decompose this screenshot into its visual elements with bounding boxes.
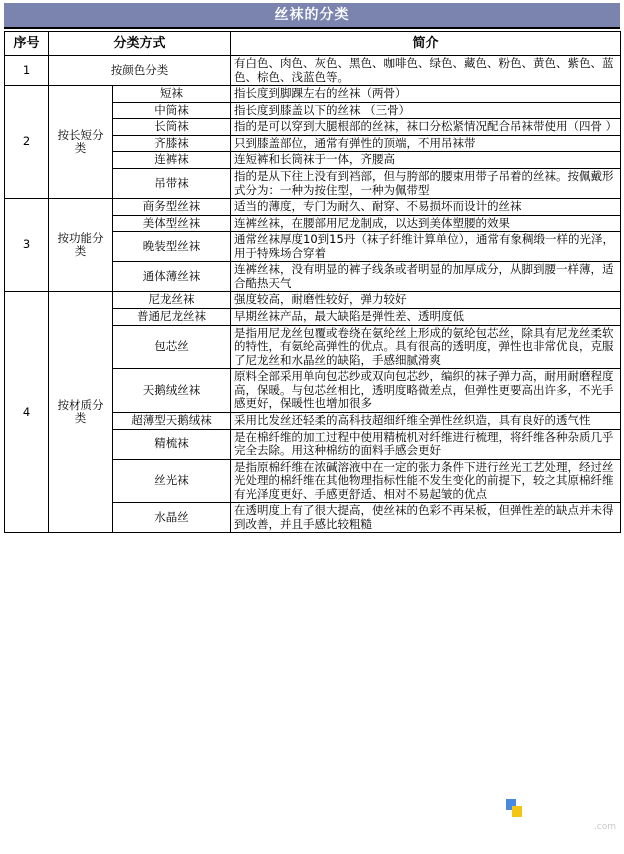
row-subcategory: 中筒袜 [113,102,231,119]
watermark-domain-suffix: .com [593,822,616,832]
row-subcategory: 包芯丝 [113,325,231,369]
table-row [5,199,621,216]
row-description: 指的是可以穿到大腿根部的丝袜，袜口分松紧情况配合吊袜带使用（四骨 ） [231,119,621,136]
classification-table [4,31,621,533]
row-subcategory: 水晶丝 [113,503,231,533]
column-header-desc: 简介 [231,32,621,56]
row-description: 在透明度上有了很大提高，使丝袜的色彩不再呆板，但弹性差的缺点并未得到改善，并且手感比较粗糙 [231,503,621,533]
row-number: 3 [5,199,49,292]
row-subcategory: 晚装型丝袜 [113,232,231,262]
row-subcategory: 通体薄丝袜 [113,262,231,292]
row-description: 强度较高，耐磨性较好，弹力较好 [231,292,621,309]
table-row [5,292,621,309]
table-title-banner [4,3,620,29]
row-number: 1 [5,56,49,86]
row-description: 有白色、肉色、灰色、黑色、咖啡色、绿色、藏色、粉色、黄色、紫色、蓝色、棕色、浅蓝色等。 [231,56,621,86]
row-subcategory: 短袜 [113,86,231,103]
row-subcategory: 丝光袜 [113,459,231,503]
column-header-no: 序号 [5,32,49,56]
row-description: 只到膝盖部位，通常有弹性的顶端，不用吊袜带 [231,135,621,152]
row-number: 4 [5,292,49,533]
row-description: 是在棉纤维的加工过程中使用精梳机对纤维进行梳理，将纤维各种杂质几乎完全去除。用这种棉纺的面料手感会更好 [231,429,621,459]
table-row [5,86,621,103]
row-description: 指长度到脚踝左右的丝袜（两骨） [231,86,621,103]
row-subcategory: 普通尼龙丝袜 [113,309,231,326]
row-subcategory: 尼龙丝袜 [113,292,231,309]
row-description: 是指用尼龙丝包覆或卷绕在氨纶丝上形成的氨纶包芯丝，除具有尼龙丝柔软的特性，有氨纶高弹性的优点。具有很高的透明度，弹性也非常优良，克服了尼龙丝和水晶丝的缺陷，手感细腻滑爽 [231,325,621,369]
row-subcategory: 美体型丝袜 [113,215,231,232]
page-title: 丝袜的分类 [274,7,350,23]
row-category: 按长短分类 [49,86,113,199]
row-subcategory: 长筒袜 [113,119,231,136]
row-subcategory: 连裤袜 [113,152,231,169]
row-subcategory: 天鹅绒丝袜 [113,369,231,413]
row-description: 采用比发丝还轻柔的高科技超细纤维全弹性丝织造，具有良好的透气性 [231,412,621,429]
row-subcategory: 齐膝袜 [113,135,231,152]
row-description: 是指原棉纤维在浓碱溶液中在一定的张力条件下进行丝光工艺处理，经过丝光处理的棉纤维在其他物理指标性能不发生变化的前提下，较之其原棉纤维有光泽度更好、手感更舒适、相对不易起皱的优点 [231,459,621,503]
row-subcategory: 超薄型天鹅绒袜 [113,412,231,429]
row-description: 连裤丝袜，没有明显的裤子线条或者明显的加厚成分，从脚到腰一样薄，适合酷热天气 [231,262,621,292]
row-description: 指的是从下往上没有到裆部，但与胯部的腰束用带子吊着的丝袜。按佩戴形式分为：一种为按住型，一种为佩带型 [231,168,621,198]
row-subcategory: 商务型丝袜 [113,199,231,216]
watermark-logo-icon [506,799,523,818]
row-subcategory: 精梳袜 [113,429,231,459]
row-description: 连短裤和长筒袜于一体，齐腰高 [231,152,621,169]
column-header-way: 分类方式 [49,32,231,56]
table-row [5,56,621,86]
watermark [506,799,616,818]
row-category: 按颜色分类 [49,56,231,86]
row-number: 2 [5,86,49,199]
table-header-row [5,32,621,56]
row-description: 指长度到膝盖以下的丝袜 （三骨） [231,102,621,119]
row-description: 早期丝袜产品，最大缺陷是弹性差、透明度低 [231,309,621,326]
row-category: 按功能分类 [49,199,113,292]
watermark-text: 华经情报网 [526,797,616,819]
row-description: 通常丝袜厚度10到15丹（袜子纤维计算单位），通常有象稠缎一样的光泽，用于特殊场合穿着 [231,232,621,262]
row-description: 适当的薄度，专门为耐久、耐穿、不易损坏而设计的丝袜 [231,199,621,216]
row-category: 按材质分类 [49,292,113,533]
row-description: 连裤丝袜，在腰部用尼龙制成，以达到美体塑腰的效果 [231,215,621,232]
row-description: 原料全部采用单向包芯纱或双向包芯纱，编织的袜子弹力高，耐用耐磨程度高，保暖。与包芯丝相比，透明度略微差点，但弹性更要高出许多，不光手感更好，保暖性也增加很多 [231,369,621,413]
row-subcategory: 吊带袜 [113,168,231,198]
